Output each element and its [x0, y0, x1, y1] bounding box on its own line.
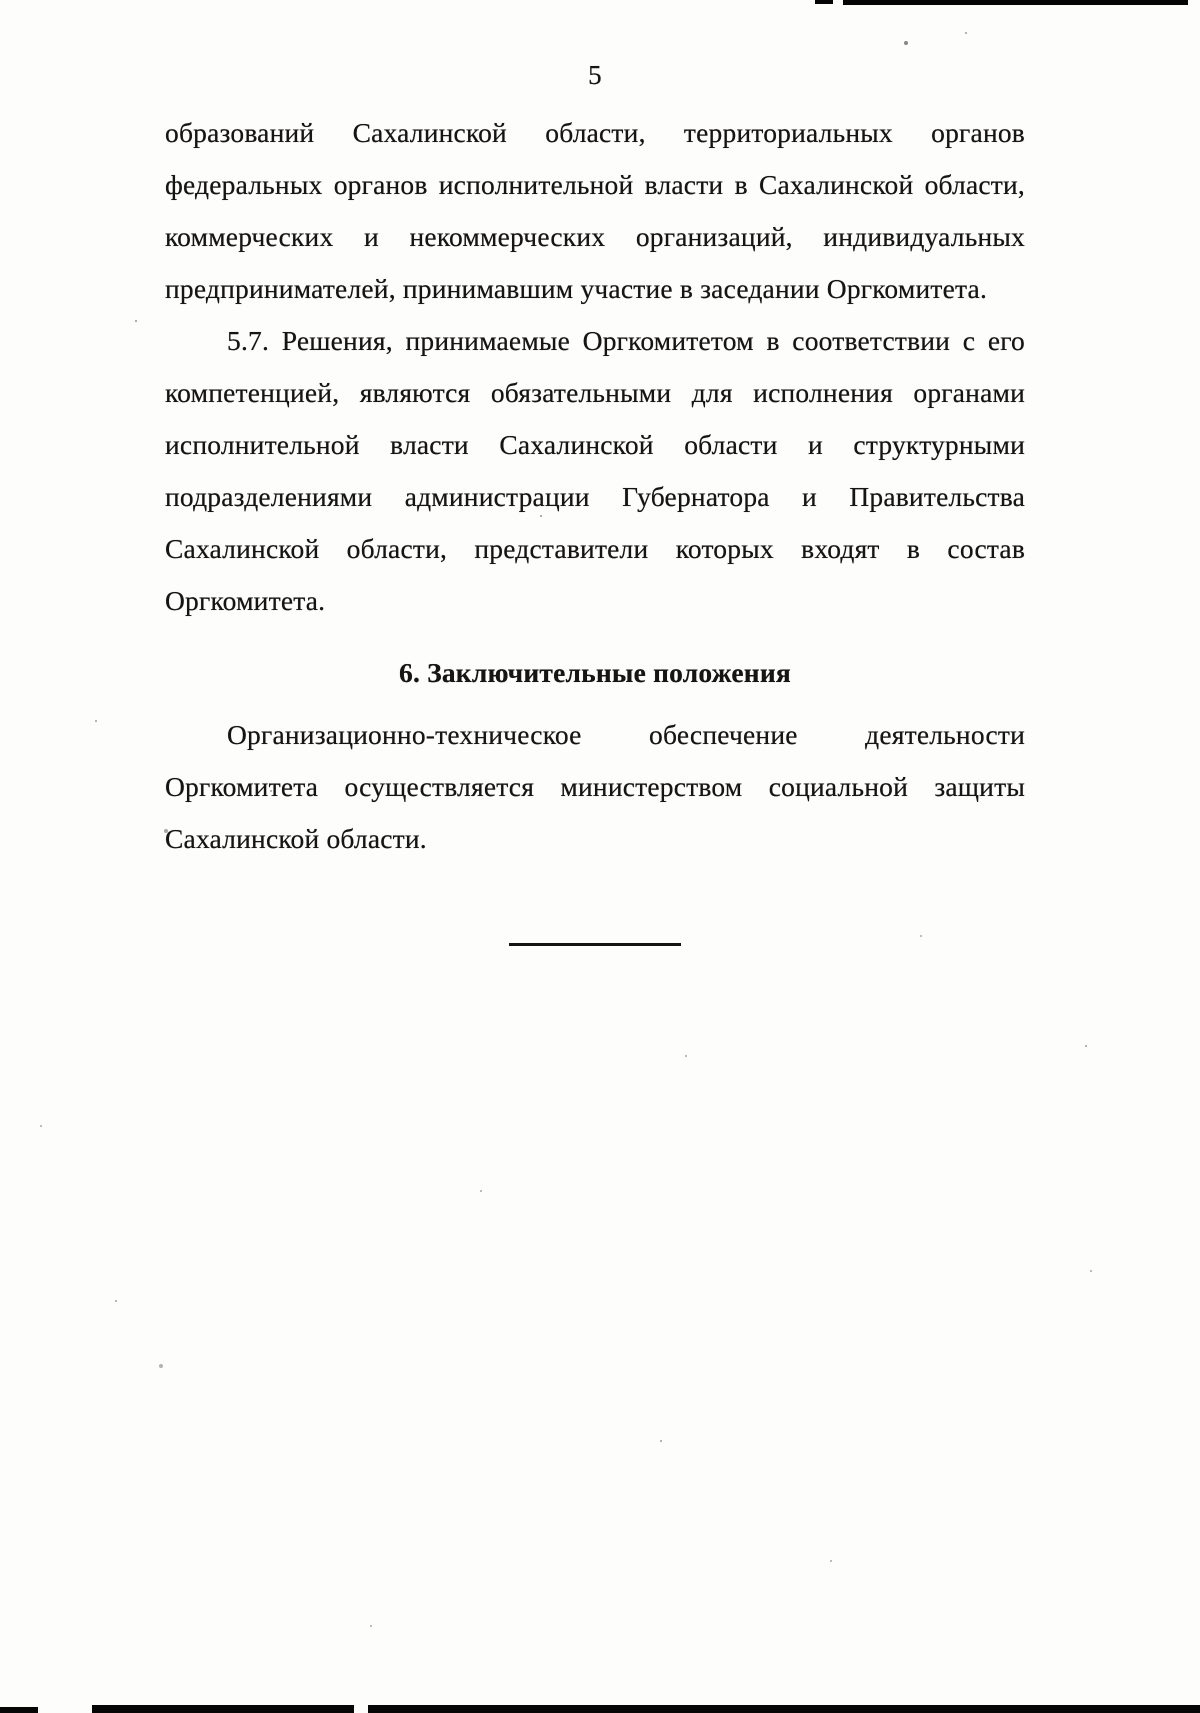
page-number: 5: [588, 60, 602, 90]
paragraph-continuation: образований Сахалинской области, территориальных органов федеральных органов исполнительной власти в Сахалинской области, коммерческих и некоммерческих организаций, индивидуальных предпринимателей, принимавшим участие в заседании Оргкомитета.: [165, 117, 1025, 304]
scan-artifact-bottom-line: [92, 1705, 1200, 1713]
final-paragraph: Организационно-техническое обеспечение деятельности Оргкомитета осуществляется министерством социальной защиты Сахалинской области.: [165, 719, 1025, 854]
paragraph-5-7: 5.7. Решения, принимаемые Оргкомитетом в соответствии с его компетенцией, являются обязательными для исполнения органами исполнительной власти Сахалинской области и структурными подразделениями администрации Губернатора и Правительства Сахалинской области, представители которых входят в состав Оргкомитета.: [165, 325, 1025, 616]
section-heading: 6. Заключительные положения: [399, 657, 791, 688]
signature-line: [509, 943, 681, 946]
